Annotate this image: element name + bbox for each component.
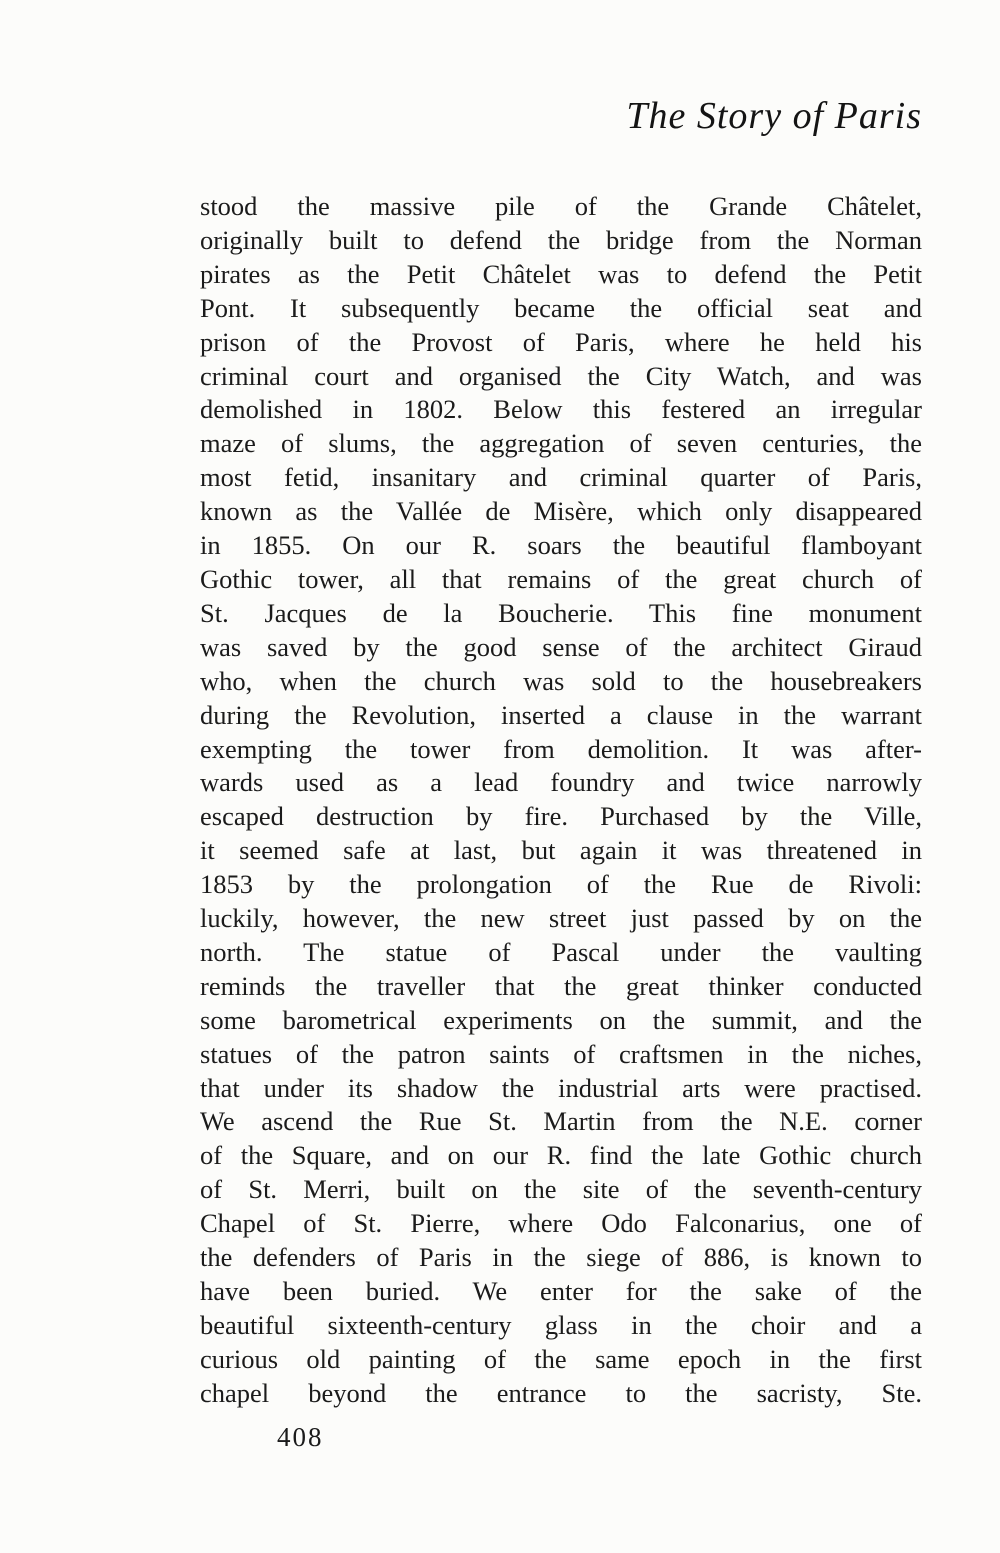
text-line: who, when the church was sold to the housebreakers [200,665,922,696]
text-line: maze of slums, the aggregation of seven centuries, the [200,428,922,459]
text-line: that under its shadow the industrial arts were practised. [200,1072,922,1103]
text-line: Gothic tower, all that remains of the great church of [200,563,922,594]
text-line: reminds the traveller that the great thinker conducted [200,970,922,1001]
text-line: some barometrical experiments on the summit, and the [200,1004,922,1035]
text-line: Pont. It subsequently became the official seat and [200,292,922,323]
text-line: it seemed safe at last, but again it was threatened in [200,835,922,866]
running-header: The Story of Paris [626,95,922,137]
text-line: beautiful sixteenth-century glass in the choir and a [200,1309,922,1340]
text-line: St. Jacques de la Boucherie. This fine monument [200,597,922,628]
text-line: stood the massive pile of the Grande Châtelet, [200,191,922,221]
page-number: 408 [277,1422,324,1452]
text-line: the defenders of Paris in the siege of 886, is known to [200,1242,922,1273]
text-line: We ascend the Rue St. Martin from the N.E. corner [200,1106,922,1137]
text-line: of St. Merri, built on the site of the seventh-century [200,1174,922,1205]
text-line: statues of the patron saints of craftsmen in the niches, [200,1038,922,1069]
text-line: known as the Vallée de Misère, which only disappeared [200,496,922,527]
text-line: pirates as the Petit Châtelet was to defend the Petit [200,258,922,289]
text-line: exempting the tower from demolition. It was after- [200,733,922,764]
text-line: of the Square, and on our R. find the late Gothic church [200,1140,922,1171]
text-line: 1853 by the prolongation of the Rue de Rivoli: [200,869,922,900]
text-line: curious old painting of the same epoch in the first [200,1343,922,1374]
text-line: most fetid, insanitary and criminal quarter of Paris, [200,462,922,493]
text-line: criminal court and organised the City Watch, and was [200,360,922,391]
text-line: have been buried. We enter for the sake of the [200,1276,922,1306]
text-line: demolished in 1802. Below this festered an irregular [200,394,922,425]
text-line: luckily, however, the new street just passed by on the [200,903,922,934]
text-line: escaped destruction by fire. Purchased by the Ville, [200,801,922,832]
text-line: wards used as a lead foundry and twice narrowly [200,767,922,798]
text-line: chapel beyond the entrance to the sacristy, Ste. [200,1377,922,1408]
text-line: was saved by the good sense of the architect Giraud [200,631,922,662]
body-text [200,190,922,1411]
text-line: in 1855. On our R. soars the beautiful flamboyant [200,530,922,561]
text-line: north. The statue of Pascal under the vaulting [200,936,922,967]
text-line: prison of the Provost of Paris, where he held his [200,326,922,357]
text-line: Chapel of St. Pierre, where Odo Falconarius, one of [200,1208,922,1239]
text-line: originally built to defend the bridge from the Norman [200,224,922,255]
text-line: during the Revolution, inserted a clause in the warrant [200,699,922,730]
